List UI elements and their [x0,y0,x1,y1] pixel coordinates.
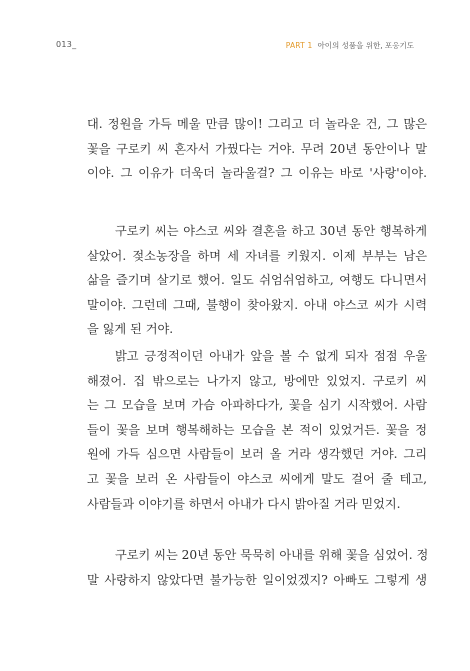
text-line: 들이 꽃을 보며 행복해하는 모습을 본 적이 있었거든. 꽃을 정 [87,422,427,437]
text-line: 는 그 모습을 보며 가슴 아파하다가, 꽃을 심기 시작했어. 사람 [87,398,427,413]
text-line: 고 꽃을 보러 온 사람들이 야스코 씨에게 말도 걸어 줄 테고, [87,471,427,486]
paragraph-2 [87,219,427,342]
text-line: 말이야. 그런데 그때, 불행이 찾아왔지. 아내 야스코 씨가 시력 [87,297,427,312]
paragraph-3 [87,344,427,516]
chapter-title: 아이의 성품을 위한, 포옹기도 [317,41,414,50]
text-line: 사람들과 이야기를 하면서 아내가 다시 밝아질 거라 믿었지. [87,496,401,511]
part-label: PART 1 [285,41,313,50]
paragraph-4 [87,543,427,592]
text-line: 구로키 씨는 20년 동안 묵묵히 아내를 위해 꽃을 심었어. 정 [115,548,429,562]
text-line: 말 사랑하지 않았다면 불가능한 일이었겠지? 아빠도 그렇게 생 [87,572,427,587]
text-line: 밝고 긍정적이던 아내가 앞을 볼 수 없게 되자 점점 우울 [115,349,427,363]
page-header [56,40,414,54]
text-line: 대. 정원을 가득 메울 만큼 많이! 그리고 더 놀라운 건, 그 많은 [87,117,427,131]
text-line: 을 잃게 된 거야. [87,322,174,337]
paragraph-1 [87,112,427,186]
text-line: 삶을 즐기며 살기로 했어. 일도 쉬엄쉬엄하고, 여행도 다니면서 [87,273,427,288]
text-line: 해졌어. 집 밖으로는 나가지 않고, 방에만 있었지. 구로키 씨 [87,373,427,388]
page-number: 013_ [56,40,77,49]
text-line: 이야. 그 이유가 더욱더 놀라울걸? 그 이유는 바로 '사랑'이야. [87,166,427,181]
running-head [286,40,414,51]
text-line: 원에 가득 심으면 사람들이 보러 올 거라 생각했던 거야. 그리 [87,447,427,462]
text-line: 구로키 씨는 야스코 씨와 결혼을 하고 30년 동안 행복하게 [115,224,427,238]
text-line: 살았어. 젖소농장을 하며 세 자녀를 키웠지. 이제 부부는 남은 [87,248,427,263]
text-line: 꽃을 구로키 씨 혼자서 가꿨다는 거야. 무려 20년 동안이나 말 [87,141,427,156]
